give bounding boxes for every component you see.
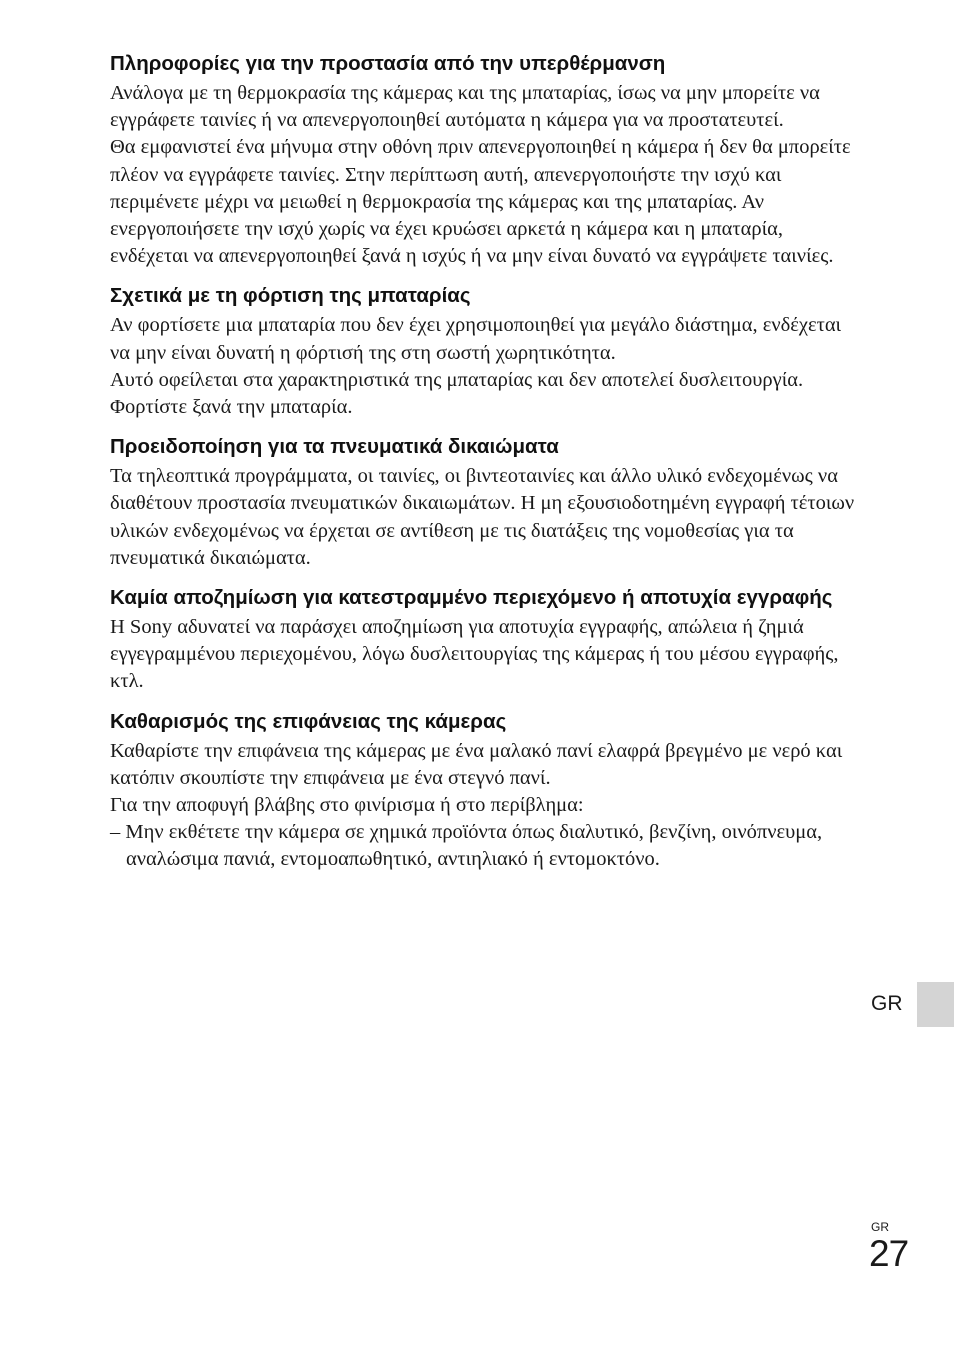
section-camera-cleaning	[110, 708, 856, 874]
section-battery-charging	[110, 282, 856, 421]
section-paragraph: Αυτό οφείλεται στα χαρακτηριστικά της μπαταρίας και δεν αποτελεί δυσλειτουργία. Φορτίστε ξανά την μπαταρία.	[110, 368, 804, 419]
section-heading: Σχετικά με τη φόρτιση της μπαταρίας	[110, 284, 471, 308]
section-heading: Προειδοποίηση για τα πνευματικά δικαιώματα	[110, 435, 559, 459]
section-paragraph: Η Sony αδυνατεί να παράσχει αποζημίωση για αποτυχία εγγραφής, απώλεια ή ζημιά εγγεγραμμένου περιεχομένου, λόγω δυσλειτουργίας της κάμερας ή του μέσου εγγραφής, κτλ.	[110, 616, 839, 693]
section-heading: Καμία αποζημίωση για κατεστραμμένο περιεχόμενο ή αποτυχία εγγραφής	[110, 586, 833, 610]
page-content	[110, 50, 856, 886]
section-heading: Πληροφορίες για την προστασία από την υπερθέρμανση	[110, 52, 666, 75]
section-no-compensation	[110, 584, 856, 696]
section-paragraph: Θα εμφανιστεί ένα μήνυμα στην οθόνη πριν απενεργοποιηθεί η κάμερα ή δεν θα μπορείτε πλέον να εγγράφετε ταινίες. Στην περίπτωση αυτή, απενεργοποιήστε την ισχύ και περιμένετε μέχρι να μειωθεί η θερμοκρασία της κάμερας και της μπαταρίας. Αν ενεργοποιήσετε την ισχύ χωρίς να έχει κρυώσει αρκετά η κάμερα και η μπαταρία, ενδέχεται να απενεργοποιηθεί ξανά η ισχύς ή να μην είναι δυνατό να εγγράψετε ταινίες.	[110, 136, 851, 268]
section-heading: Καθαρισμός της επιφάνειας της κάμερας	[110, 709, 507, 733]
section-paragraph: Για την αποφυγή βλάβης στο φινίρισμα ή στο περίβλημα:	[110, 794, 584, 817]
page-number: 27	[869, 1233, 909, 1274]
list-item: – Μην εκθέτετε την κάμερα σε χημικά προϊόντα όπως διαλυτικό, βενζίνη, οινόπνευμα, αναλώσιμα πανιά, εντομοαπωθητικό, αντιηλιακό ή εντομοκτόνο.	[110, 821, 823, 871]
section-paragraph: Αν φορτίσετε μια μπαταρία που δεν έχει χρησιμοποιηθεί για μεγάλο διάστημα, ενδέχεται να μην είναι δυνατή η φόρτισή της στη σωστή χωρητικότητα.	[110, 314, 842, 364]
language-side-label: GR	[871, 992, 903, 1015]
section-paragraph: Ανάλογα με τη θερμοκρασία της κάμερας και της μπαταρίας, ίσως να μην μπορείτε να εγγράφετε ταινίες ή να απενεργοποιηθεί αυτόματα η κάμερα για να προστατευτεί.	[110, 82, 820, 132]
footer-language: GR	[871, 1220, 889, 1234]
section-overheat-protection	[110, 50, 856, 270]
section-copyright-warning	[110, 433, 856, 572]
language-side-tab	[917, 982, 954, 1027]
section-paragraph: Τα τηλεοπτικά προγράμματα, οι ταινίες, οι βιντεοταινίες και άλλο υλικό ενδεχομένως να διαθέτουν προστασία πνευματικών δικαιωμάτων. Η μη εξουσιοδοτημένη εγγραφή τέτοιων υλικών ενδεχομένως να έρχεται σε αντίθεση με τις διατάξεις της νομοθεσίας για τα πνευματικά δικαιώματα.	[110, 465, 855, 569]
section-paragraph: Καθαρίστε την επιφάνεια της κάμερας με ένα μαλακό πανί ελαφρά βρεγμένο με νερό και κατόπιν σκουπίστε την επιφάνεια με ένα στεγνό πανί.	[110, 739, 843, 789]
